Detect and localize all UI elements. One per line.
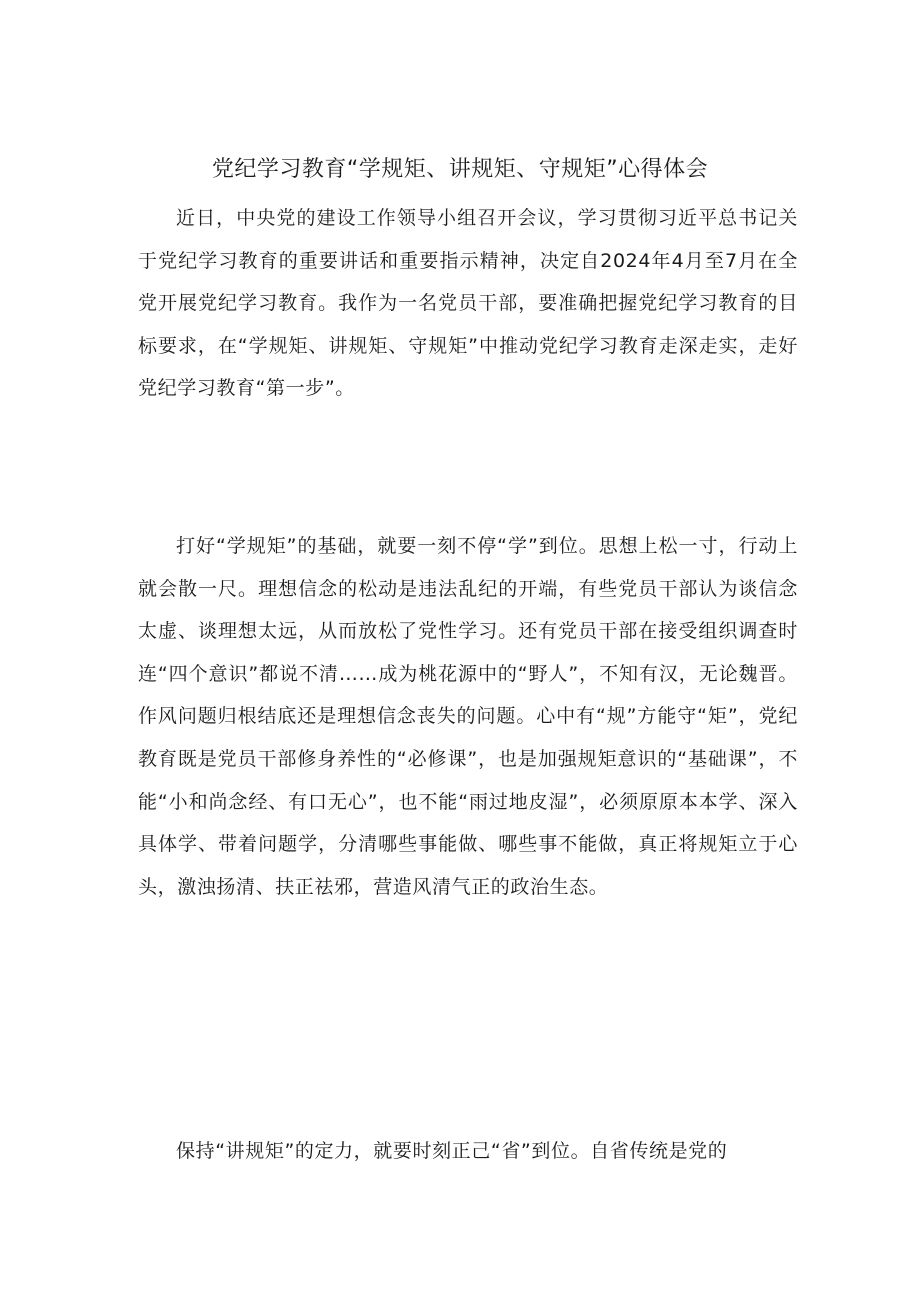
document-title: 党纪学习教育“学规矩、讲规矩、守规矩”心得体会 [211,157,709,182]
paragraph-2: 打好“学规矩”的基础，就要一刻不停“学”到位。思想上松一寸，行动上就会散一尺。理想信念的松动是违法乱纪的开端，有些党员干部认为谈信念太虚、谈理想太远，从而放松了党性学习。还有党员干部在接受组织调查时连“四个意识”都说不清……成为桃花源中的“野人”，不知有汉，无论魏晋。作风问题归根结底还是理想信念丧失的问题。心中有“规”方能守“矩”，党纪教育既是党员干部修身养性的“必修课”，也是加强规矩意识的“基础课”，不能“小和尚念经、有口无心”，也不能“雨过地皮湿”，必须原原本本学、深入具体学、带着问题学，分清哪些事能做、哪些事不能做，真正将规矩立于心头，激浊扬清、扶正祛邪，营造风清气正的政治生态。 [138,535,798,898]
paragraph-3: 保持“讲规矩”的定力，就要时刻正己“省”到位。自省传统是党的 [176,1140,728,1162]
paragraph-1: 近日，中央党的建设工作领导小组召开会议，学习贯彻习近平总书记关于党纪学习教育的重要讲话和重要指示精神，决定自2024年4月至7月在全党开展党纪学习教育。我作为一名党员干部，要准确把握党纪学习教育的目标要求，在“学规矩、讲规矩、守规矩”中推动党纪学习教育走深走实，走好党纪学习教育“第一步”。 [138,207,798,400]
